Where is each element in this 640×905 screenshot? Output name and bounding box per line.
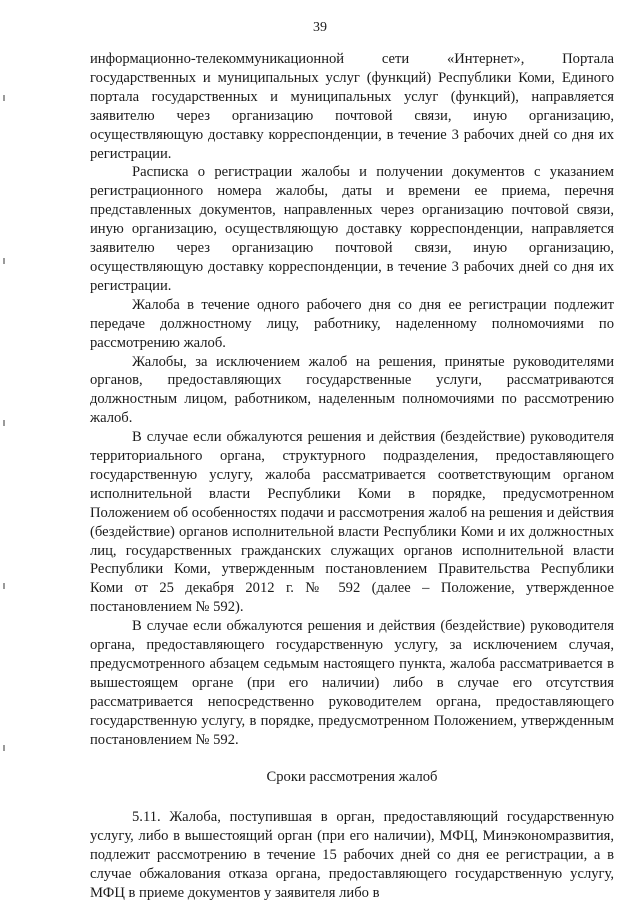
paragraph-5-11: 5.11. Жалоба, поступившая в орган, предоставляющий государственную услугу, либо в вышестоящий орган (при его наличии), МФЦ, Минэкономразвития, подлежит рассмотрению в течение 15 рабочих дней со дня ее регистрации, а в случае обжалования отказа органа, предоставляющего государственную услугу, МФЦ в приеме документов у заявителя либо в (90, 809, 614, 902)
section-heading: Сроки рассмотрения жалоб (266, 768, 438, 785)
document-body (90, 50, 614, 903)
scan-edge-mark (3, 258, 5, 264)
paragraph-head-of-organ: В случае если обжалуются решения и действия (бездействие) руководителя органа, предоставляющего государственную услугу, за исключением случая, предусмотренного абзацем седьмым настоящего пункта, жалоба рассматривается в вышестоящем органе (при его наличии) либо в случае его отсутствия рассматривается непосредственно руководителем органа, предоставляющего государственную услугу, в порядке, предусмотренном Положением, утвержденным постановлением № 592. (90, 618, 614, 748)
scan-edge-mark (3, 420, 5, 426)
paragraph-transfer: Жалоба в течение одного рабочего дня со дня ее регистрации подлежит передаче должностному лицу, работнику, наделенному полномочиями по рассмотрению жалоб. (90, 296, 614, 351)
scan-edge-mark (3, 95, 5, 101)
paragraph-continuation: информационно-телекоммуникационной сети «Интернет», Портала государственных и муниципальных услуг (функций) Республики Коми, Единого портала государственных и муниципальных услуг (функций), направляется заявителю через организацию почтовой связи, иную организацию, осуществляющую доставку корреспонденции, в течение 3 рабочих дней со дня их регистрации. (90, 51, 614, 162)
paragraph-complaints-review: Жалобы, за исключением жалоб на решения, принятые руководителями органов, предоставляющих государственные услуги, рассматриваются должностным лицом, работником, наделенным полномочиями по рассмотрению жалоб. (90, 353, 614, 427)
page-number: 39 (313, 20, 327, 35)
paragraph-receipt: Расписка о регистрации жалобы и получении документов с указанием регистрационного номера жалобы, даты и времени ее приема, перечня представленных документов, направленных через организацию почтовой связи, иную организацию, осуществляющую доставку корреспонденции, направляется заявителю через организацию почтовой связи, иную организацию, осуществляющую доставку корреспонденции, в течение 3 рабочих дней со дня их регистрации. (90, 164, 614, 294)
paragraph-territorial-organ: В случае если обжалуются решения и действия (бездействие) руководителя территориального органа, структурного подразделения, предоставляющего государственную услугу, жалоба рассматривается соответствующим органом исполнительной власти Республики Коми в порядке, предусмотренном Положением об особенностях подачи и рассмотрения жалоб на решения и действия (бездействие) органов исполнительной власти Республики Коми и их должностных лиц, государственных гражданских служащих органов исполнительной власти Республики Коми, утвержденным постановлением Правительства Республики Коми от 25 декабря 2012 г. № 592 (далее – Положение, утвержденное постановлением № 592). (90, 429, 614, 616)
scan-edge-mark (3, 745, 5, 751)
scan-edge-mark (3, 583, 5, 589)
